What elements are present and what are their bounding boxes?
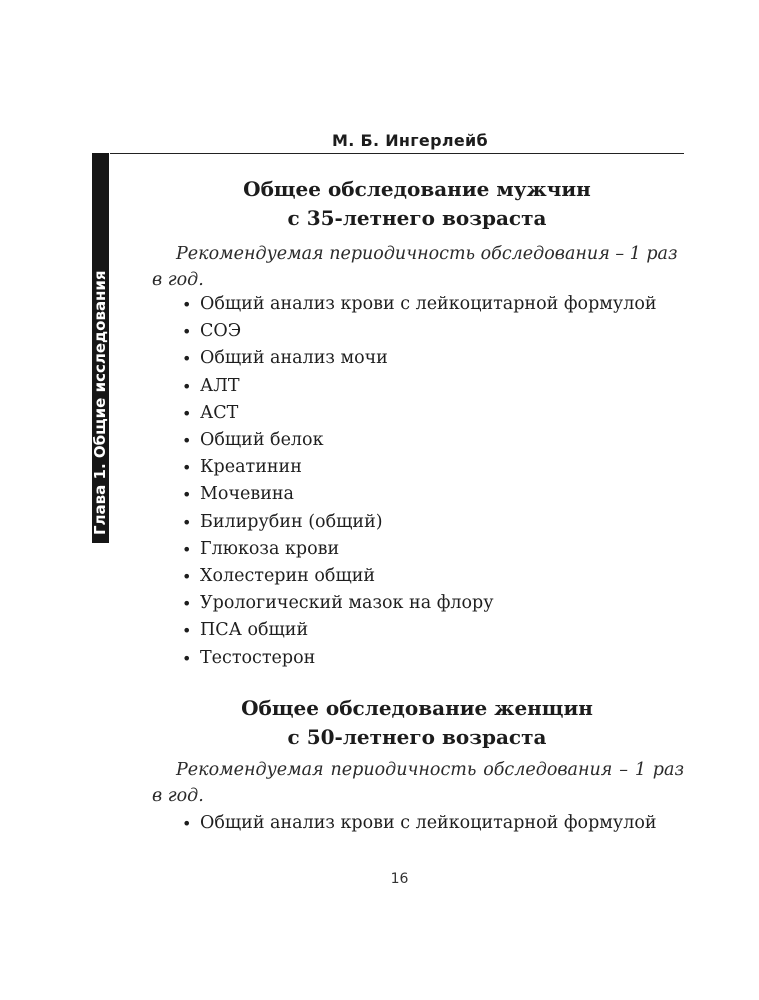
- list-item: [152, 481, 686, 508]
- list-item: [152, 454, 686, 481]
- list-item-text: Тестостерон: [200, 647, 316, 668]
- bullet-icon: •: [182, 648, 192, 668]
- list-item-text: ПСА общий: [200, 620, 309, 641]
- section-title-men: [150, 175, 684, 233]
- bullet-icon: •: [182, 431, 192, 451]
- list-item: [152, 373, 686, 400]
- list-item: [152, 318, 686, 345]
- exam-list-men: [152, 291, 686, 672]
- bullet-icon: •: [182, 594, 192, 614]
- bullet-icon: •: [182, 485, 192, 505]
- section-title-women: [150, 694, 684, 752]
- list-item-text: Общий анализ крови с лейкоцитарной формулой: [200, 294, 657, 314]
- list-item-text: Общий анализ мочи: [200, 348, 388, 369]
- list-item-text: Общий анализ крови с лейкоцитарной формулой: [200, 813, 657, 833]
- chapter-side-tab-label: Глава 1. Общие исследования: [91, 270, 109, 535]
- list-item: [152, 810, 686, 837]
- list-item: [152, 345, 686, 372]
- list-item: [152, 617, 686, 644]
- list-item-text: СОЭ: [200, 321, 242, 342]
- page-number: 16: [390, 871, 409, 887]
- list-item: [152, 509, 686, 536]
- list-item: [152, 536, 686, 563]
- bullet-icon: •: [182, 567, 192, 587]
- list-item-text: Билирубин (общий): [200, 511, 383, 532]
- list-item-text: Урологический мазок на флору: [200, 593, 494, 614]
- exam-list-women: [152, 810, 686, 837]
- section-intro-women: Рекомендуемая периодичность обследования – 1 раз в год.: [152, 760, 684, 806]
- list-item: [152, 590, 686, 617]
- list-item-text: Глюкоза крови: [200, 538, 340, 559]
- list-item: [152, 427, 686, 454]
- running-head-author: М. Б. Ингерлейб: [332, 131, 488, 150]
- bullet-icon: •: [182, 458, 192, 478]
- section-title-women-line1: Общее обследование женщин: [241, 696, 593, 720]
- list-item: [152, 645, 686, 672]
- chapter-side-tab: [92, 153, 109, 543]
- list-item-text: Креатинин: [200, 457, 302, 478]
- bullet-icon: •: [182, 376, 192, 396]
- bullet-icon: •: [182, 539, 192, 559]
- list-item-text: Холестерин общий: [200, 566, 376, 587]
- list-item-text: АЛТ: [200, 375, 240, 396]
- bullet-icon: •: [182, 403, 192, 423]
- list-item-text: АСТ: [200, 402, 239, 423]
- section-intro-men: Рекомендуемая периодичность обследования – 1 раз в год.: [152, 244, 678, 290]
- section-title-men-line2: с 35-летнего возраста: [287, 206, 547, 230]
- list-item: [152, 563, 686, 590]
- list-item-text: Общий белок: [200, 430, 324, 451]
- bullet-icon: •: [182, 349, 192, 369]
- bullet-icon: •: [182, 322, 192, 342]
- section-title-women-line2: с 50-летнего возраста: [287, 725, 547, 749]
- bullet-icon: •: [182, 512, 192, 532]
- list-item: [152, 400, 686, 427]
- header-rule: [110, 153, 684, 154]
- bullet-icon: •: [182, 295, 192, 314]
- list-item: [152, 291, 686, 318]
- list-item-text: Мочевина: [200, 484, 294, 505]
- section-title-men-line1: Общее обследование мужчин: [243, 177, 591, 201]
- bullet-icon: •: [182, 621, 192, 641]
- bullet-icon: •: [182, 814, 192, 833]
